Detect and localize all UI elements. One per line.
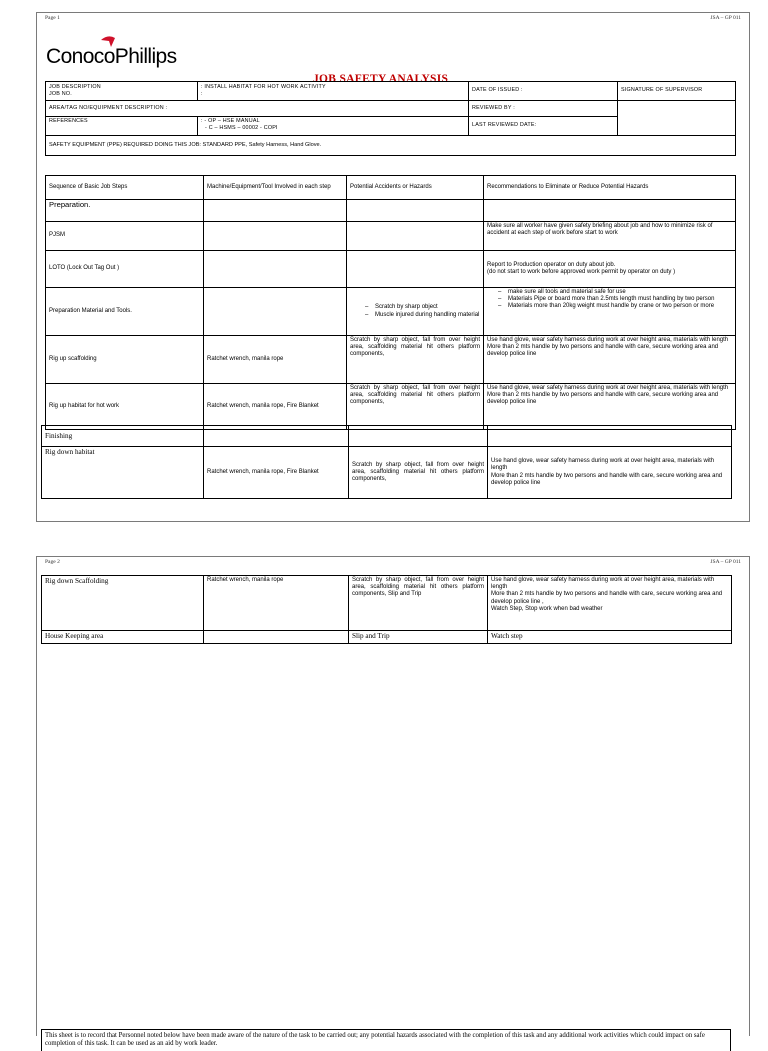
job-description-value: : INSTALL HABITAT FOR HOT WORK ACTIVITY : bbox=[198, 82, 469, 101]
step-cell: Rig down Scaffolding bbox=[42, 576, 204, 631]
column-header: Recommendations to Eliminate or Reduce Potential Hazards bbox=[484, 176, 736, 200]
tool-cell bbox=[204, 200, 347, 222]
recommendation-cell bbox=[484, 288, 736, 336]
recommendation-cell: Use hand glove, wear safety harness during work at over height area, materials with length More than 2 mts handle by two persons and handle with care, secure working area and develop police line , Watch Step, Stop work when bad weather bbox=[488, 576, 732, 631]
hazard-cell bbox=[347, 288, 484, 336]
step-cell: PJSM bbox=[46, 222, 204, 251]
column-header: Sequence of Basic Job Steps bbox=[46, 176, 204, 200]
step-cell: Preparation Material and Tools. bbox=[46, 288, 204, 336]
tool-cell bbox=[204, 222, 347, 251]
hazard-cell bbox=[347, 222, 484, 251]
step-cell: Rig up scaffolding bbox=[46, 336, 204, 384]
table-row bbox=[46, 384, 736, 430]
hazard-cell bbox=[347, 251, 484, 288]
ppe-requirements: SAFETY EQUIPMENT (PPE) REQUIRED DOING THIS JOB: STANDARD PPE, Safety Harness, Hand Glove. bbox=[46, 136, 736, 156]
table-row bbox=[42, 447, 732, 499]
column-header: Potential Accidents or Hazards bbox=[347, 176, 484, 200]
section-label: Finishing bbox=[42, 426, 204, 447]
logo-text: ConocoPhillips bbox=[46, 45, 177, 68]
tool-cell: Ratchet wrench, manila rope bbox=[204, 336, 347, 384]
table-header-row bbox=[46, 176, 736, 200]
job-description-label: JOB DESCRIPTION JOB NO. bbox=[46, 82, 198, 101]
references-value: : - OP – HSE MANUAL - C – HSMS – 00002 - COPI bbox=[198, 117, 469, 136]
tool-cell bbox=[204, 288, 347, 336]
page-1 bbox=[36, 12, 750, 522]
page-number: Page 2 bbox=[45, 559, 60, 565]
document-code: JSA – GP 011 bbox=[710, 15, 741, 21]
hazard-cell bbox=[349, 426, 488, 447]
recommendation-cell: Use hand glove, wear safety harness during work at over height area, materials with length More than 2 mts handle by two persons and handle with care, secure working area and develop police line bbox=[484, 336, 736, 384]
tool-cell: Ratchet wrench, manila rope, Fire Blanket bbox=[204, 447, 349, 499]
reviewed-by-label: REVIEWED BY : bbox=[469, 101, 618, 117]
signature-box bbox=[618, 101, 736, 136]
recommendation-item: – Materials Pipe or board more than 2.5mts length must handling by two person bbox=[498, 296, 732, 303]
table-row bbox=[46, 336, 736, 384]
hazard-cell: Slip and Trip bbox=[349, 631, 488, 644]
finishing-table bbox=[41, 425, 732, 499]
recommendation-cell bbox=[484, 200, 736, 222]
page-number: Page 1 bbox=[45, 15, 60, 21]
step-cell: LOTO (Lock Out Tag Out ) bbox=[46, 251, 204, 288]
hazard-cell: Scratch by sharp object, fall from over height area, scaffolding material hit others platform components, Slip and Trip bbox=[349, 576, 488, 631]
job-info-table bbox=[45, 81, 736, 156]
document-title: JOB SAFETY ANALYSIS bbox=[313, 73, 449, 85]
tool-cell bbox=[204, 426, 349, 447]
table-row bbox=[42, 426, 732, 447]
table-row bbox=[46, 251, 736, 288]
table-row bbox=[42, 631, 732, 644]
job-steps-table-continued bbox=[41, 575, 732, 644]
signature-supervisor-label: SIGNATURE OF SUPERVISOR bbox=[618, 82, 736, 101]
recommendation-item: – make sure all tools and material safe for use bbox=[498, 289, 732, 296]
tool-cell bbox=[204, 631, 349, 644]
recommendation-item: – Materials more than 20kg weight must handle by crane or two person or more bbox=[498, 303, 732, 310]
hazard-cell: Scratch by sharp object, fall from over height area, scaffolding material hit others platform components, bbox=[347, 336, 484, 384]
recommendation-cell: Watch step bbox=[488, 631, 732, 644]
hazard-cell: Scratch by sharp object, fall from over height area, scaffolding material hit others platform components, bbox=[347, 384, 484, 430]
table-row bbox=[46, 222, 736, 251]
table-row bbox=[42, 576, 732, 631]
job-steps-table bbox=[45, 175, 736, 430]
recommendation-cell: Use hand glove, wear safety harness during work at over height area, materials with length More than 2 mts handle by two persons and handle with care, secure working area and develop police line bbox=[484, 384, 736, 430]
recommendation-cell bbox=[488, 426, 732, 447]
tool-cell: Ratchet wrench, manila rope bbox=[204, 576, 349, 631]
column-header: Machine/Equipment/Tool Involved in each step bbox=[204, 176, 347, 200]
recommendation-cell: Use hand glove, wear safety harness during work at over height area, materials with length More than 2 mts handle by two persons and handle with care, secure working area and develop police line bbox=[488, 447, 732, 499]
recommendation-cell: Make sure all worker have given safety briefing about job and how to minimize risk of accident at each step of work before start to work bbox=[484, 222, 736, 251]
tool-cell bbox=[204, 251, 347, 288]
hazard-cell bbox=[347, 200, 484, 222]
acknowledgement-note: This sheet is to record that Personnel noted below have been made aware of the nature of the task to be carried out; any potential hazards associated with the completion of this task and any additional work activities which could impact on safe completion of this task. It can be used as an aid by work leader. bbox=[41, 1029, 731, 1051]
table-row bbox=[46, 200, 736, 222]
step-cell: Preparation. bbox=[46, 200, 204, 222]
last-reviewed-label: LAST REVIEWED DATE: bbox=[469, 117, 618, 136]
area-equipment-label: AREA/TAG NO/EQUIPMENT DESCRIPTION : bbox=[46, 101, 469, 117]
step-cell: Rig up habitat for hot work bbox=[46, 384, 204, 430]
references-label: REFERENCES bbox=[46, 117, 198, 136]
date-issued-label: DATE OF ISSUED : bbox=[469, 82, 618, 101]
recommendation-cell: Report to Production operator on duty about job. (do not start to work before approved work permit by operator on duty ) bbox=[484, 251, 736, 288]
table-row bbox=[46, 288, 736, 336]
tool-cell: Ratchet wrench, manila rope, Fire Blanket bbox=[204, 384, 347, 430]
page-2 bbox=[36, 556, 750, 1048]
hazard-item: – Muscle injured during handling material bbox=[365, 312, 480, 319]
document-code: JSA – GP 011 bbox=[710, 559, 741, 565]
company-logo bbox=[46, 35, 206, 75]
step-cell: Rig down habitat bbox=[42, 447, 204, 499]
step-cell: House Keeping area bbox=[42, 631, 204, 644]
hazard-item: – Scratch by sharp object bbox=[365, 304, 480, 311]
hazard-cell: Scratch by sharp object, fall from over height area, scaffolding material hit others platform components, bbox=[349, 447, 488, 499]
